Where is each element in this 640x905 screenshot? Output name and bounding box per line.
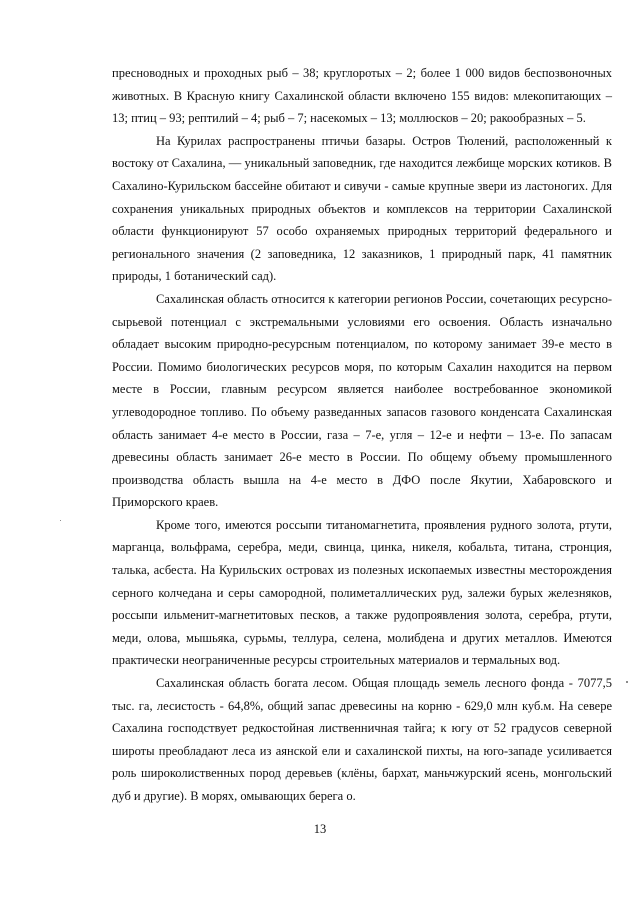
- paragraph-forest-resources: Сахалинская область богата лесом. Общая площадь земель лесного фонда - 7077,5 тыс. га, лесистость - 64,8%, общий запас древесины на корню - 629,0 млн куб.м. На севере Сахалина господствует редкостойная лиственничная тайга; к югу от 52 градусов северной широты преобладают леса из аянской ели и сахалинской пихты, на юго-западе усиливается роль широколиственных пород деревьев (клёны, бархат, маньчжурский ясень, монгольский дуб и другие). В морях, омывающих берега о.: [112, 676, 612, 803]
- paragraph-fauna-continued: пресноводных и проходных рыб – 38; круглоротых – 2; более 1 000 видов беспозвоночных животных. В Красную книгу Сахалинской области включено 155 видов: млекопитающих – 13; птиц – 93; рептилий – 4; рыб – 7; насекомых – 13; моллюсков – 20; ракообразных – 5.: [112, 66, 612, 126]
- paragraph-kuril-bird-colonies: На Курилах распространены птичьи базары. Остров Тюлений, расположенный к востоку от Сахалина, –– уникальный заповедник, где находится лежбище морских котиков. В Сахалино-Курильском бассейне обитают и сивучи - самые крупные звери из ластоногих. Для сохранения уникальных природных объектов и комплексов на территории Сахалинской области функционируют 57 особо охраняемых природных территорий федерального и регионального значения (2 заповедника, 12 заказников, 1 природный парк, 41 памятник природы, 1 ботанический сад).: [112, 133, 612, 284]
- page-number: 13: [313, 822, 327, 836]
- paragraph-resource-potential: Сахалинская область относится к категории регионов России, сочетающих ресурсно-сырьевой потенциал с экстремальными условиями его освоения. Область изначально обладает высоким природно-ресурсным потенциалом, по которому занимает 39-е место в России. Помимо биологических ресурсов моря, по которым Сахалин находится на первом месте в России, главным ресурсом является наиболее востребованное экономикой углеводородное топливо. По объему разведанных запасов газового конденсата Сахалинская область занимает 4-е место в России, газа – 7-е, угля – 12-е и нефти – 13-е. По запасам древесины область занимает 26-е место в России. По общему объему промышленного производства область вышла на 4-е место в ДФО после Якутии, Хабаровского и Приморского краев.: [112, 291, 612, 510]
- paragraph-mineral-deposits: Кроме того, имеются россыпи титаномагнетита, проявления рудного золота, ртути, марганца, вольфрама, серебра, меди, свинца, цинка, никеля, кобальта, титана, стронция, талька, асбеста. На Курильских островах из полезных ископаемых известны месторождения серного колчедана и серы самородной, полиметаллических руд, залежи бурых железняков, россыпи ильменит-магнетитовых песков, а также рудопроявления золота, серебра, ртути, меди, олова, мышьяка, сурьмы, теллура, селена, молибдена и других металлов. Имеются практически неограниченные ресурсы строительных материалов и термальных вод.: [112, 517, 612, 668]
- scan-speck: [626, 681, 628, 683]
- document-body: [112, 62, 612, 808]
- scan-speck: [60, 520, 61, 521]
